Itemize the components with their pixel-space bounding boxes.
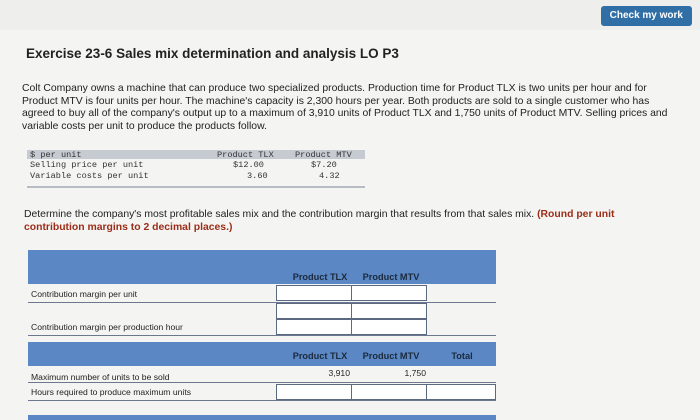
data-table-unit-label: $ per unit [30, 150, 82, 160]
top-bar [0, 0, 700, 30]
table-footer-band [28, 415, 496, 420]
max-units-mtv-value: 1,750 [404, 368, 426, 378]
data-table-row-mtv: 4.32 [319, 171, 340, 181]
sales-mix-table [28, 342, 496, 420]
data-table-col-mtv: Product MTV [295, 150, 352, 160]
column-header-mtv: Product MTV [362, 272, 420, 282]
hours-required-mtv-input[interactable] [351, 384, 427, 400]
row-label-hours-required: Hours required to produce maximum units [31, 387, 192, 397]
row-label-max-units: Maximum number of units to be sold [31, 372, 170, 382]
question-rounding-note: (Round per unit contribution margins to 2 decimal places.) [24, 209, 615, 233]
question-text [24, 209, 674, 234]
data-table-row-tlx: 3.60 [247, 171, 268, 181]
cm-per-hour-tlx-input[interactable] [276, 319, 352, 335]
row-label-cm-per-unit: Contribution margin per unit [31, 289, 138, 299]
contribution-margin-table [28, 250, 496, 336]
row-label-cm-per-hour: Contribution margin per production hour [31, 322, 183, 332]
column-header-tlx: Product TLX [292, 351, 348, 361]
problem-paragraph: Colt Company owns a machine that can produce two specialized products. Production time for Product TLX is two units per hour and for Product MTV is four units per hour. The machine's capacity is 2,300 hours per year. Both products are sold to a single customer who has agreed to buy all of the company's output up to a maximum of 3,910 units of Product TLX and 1,750 units of Product MTV. Selling prices and variable costs per unit to produce the products follow. [22, 83, 668, 132]
cm-per-unit-mtv-input[interactable] [351, 285, 427, 301]
hours-required-total-input[interactable] [426, 384, 496, 400]
cm-per-hour-mtv-input[interactable] [351, 319, 427, 335]
data-table-row-label: Variable costs per unit [30, 171, 149, 181]
max-units-tlx-value: 3,910 [328, 368, 350, 378]
hours-required-tlx-input[interactable] [276, 384, 352, 400]
data-table-row-mtv: $7.20 [311, 160, 337, 170]
data-table-col-tlx: Product TLX [217, 150, 274, 160]
column-header-tlx: Product TLX [292, 272, 348, 282]
cm-per-unit-tlx-input[interactable] [276, 285, 352, 301]
column-header-total: Total [451, 351, 473, 361]
data-table-row-label: Selling price per unit [30, 160, 144, 170]
product-data-table [27, 150, 365, 188]
cm-spacer-tlx-input[interactable] [276, 303, 352, 319]
cm-spacer-mtv-input[interactable] [351, 303, 427, 319]
row-divider [28, 382, 496, 383]
data-table-bottom-rule [27, 186, 365, 188]
row-divider [28, 335, 496, 336]
question-main-text: Determine the company's most profitable sales mix and the contribution margin that results from that sales mix. [24, 209, 535, 220]
row-divider [28, 400, 496, 401]
check-my-work-button[interactable]: Check my work [601, 6, 692, 26]
data-table-row-tlx: $12.00 [233, 160, 264, 170]
column-header-mtv: Product MTV [362, 351, 420, 361]
exercise-title: Exercise 23-6 Sales mix determination and analysis LO P3 [26, 46, 399, 61]
